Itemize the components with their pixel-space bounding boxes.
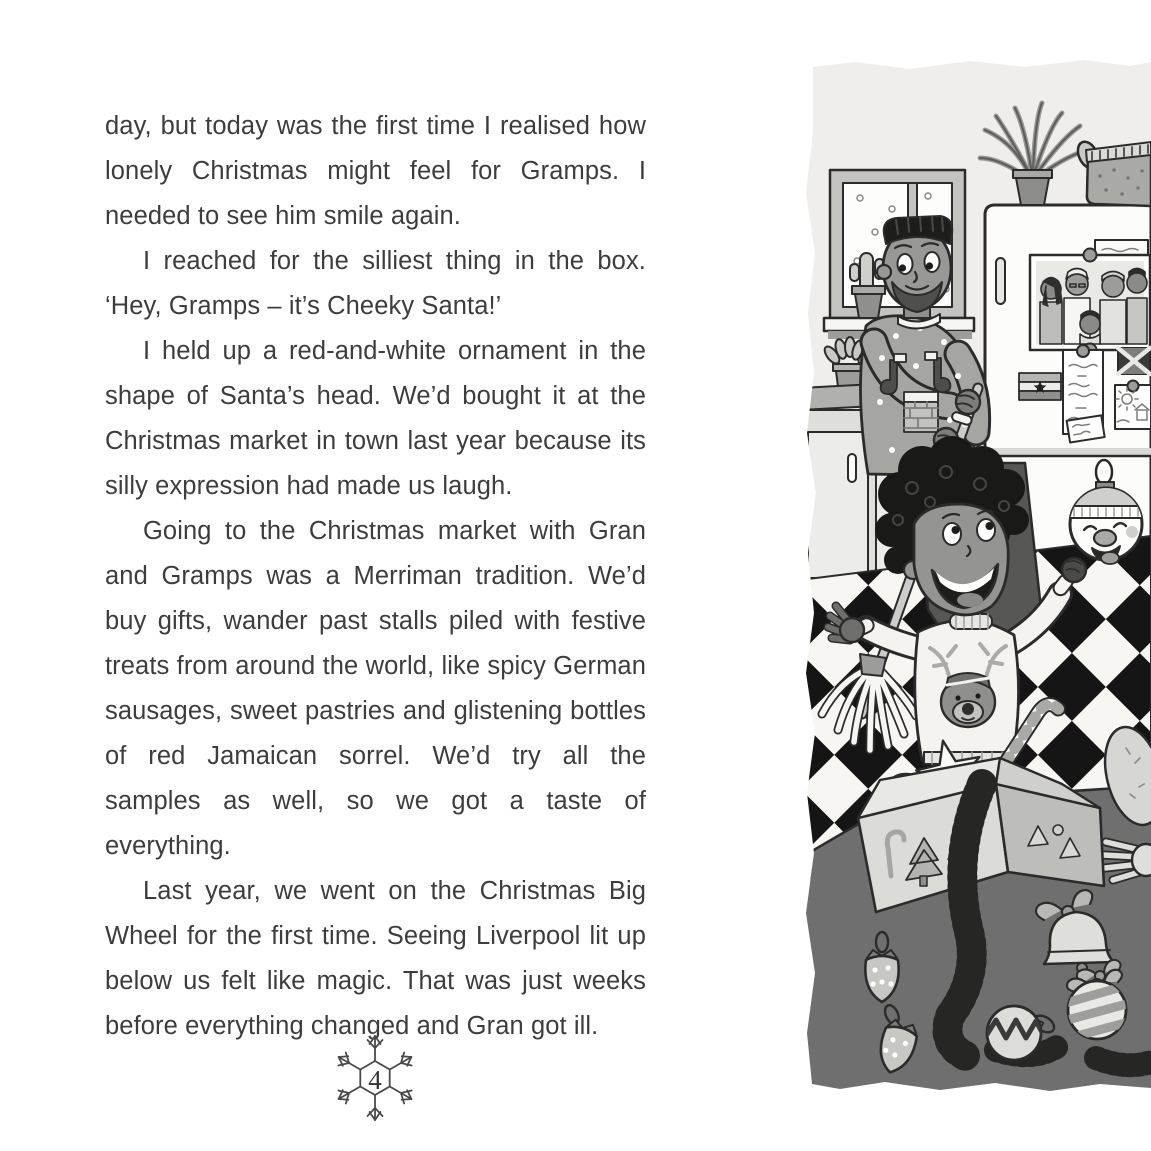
page-number: 4 [368, 1065, 382, 1095]
story-paragraph: Going to the Christmas market with Gran and Gramps was a Merriman tradition. We’d buy gifts, wander past stalls piled with festive treats from around the world, like spicy German sausages, sweet pastries and glistening bottles of red Jamaican sorrel. We’d try all the samples as well, so we got a taste of everything. [105, 517, 646, 860]
ghana-flag [1019, 373, 1061, 400]
jamaica-flag [1118, 348, 1150, 374]
page-number-ornament [322, 1022, 428, 1134]
story-paragraph: I held up a red-and-white ornament in the shape of Santa’s head. We’d bought it at the Christmas market in town last year because its silly expression had made us laugh. [105, 337, 646, 500]
story-paragraph: day, but today was the first time I realised how lonely Christmas might feel for Gramps. I needed to see him smile again. [105, 112, 646, 230]
snowflake-icon [322, 1022, 428, 1134]
small-note [1067, 415, 1105, 442]
story-text [105, 104, 646, 1049]
illustration [800, 58, 1151, 1095]
child-drawing [1115, 381, 1151, 430]
story-paragraph: I reached for the silliest thing in the box. ‘Hey, Gramps – it’s Cheeky Santa!’ [105, 247, 646, 320]
illustration-svg [800, 58, 1151, 1095]
family-photo [1030, 249, 1150, 357]
story-paragraph: Last year, we went on the Christmas Big Wheel for the first time. Seeing Liverpool lit up below us felt like magic. That was just weeks before everything changed and Gran got ill. [105, 877, 646, 1040]
